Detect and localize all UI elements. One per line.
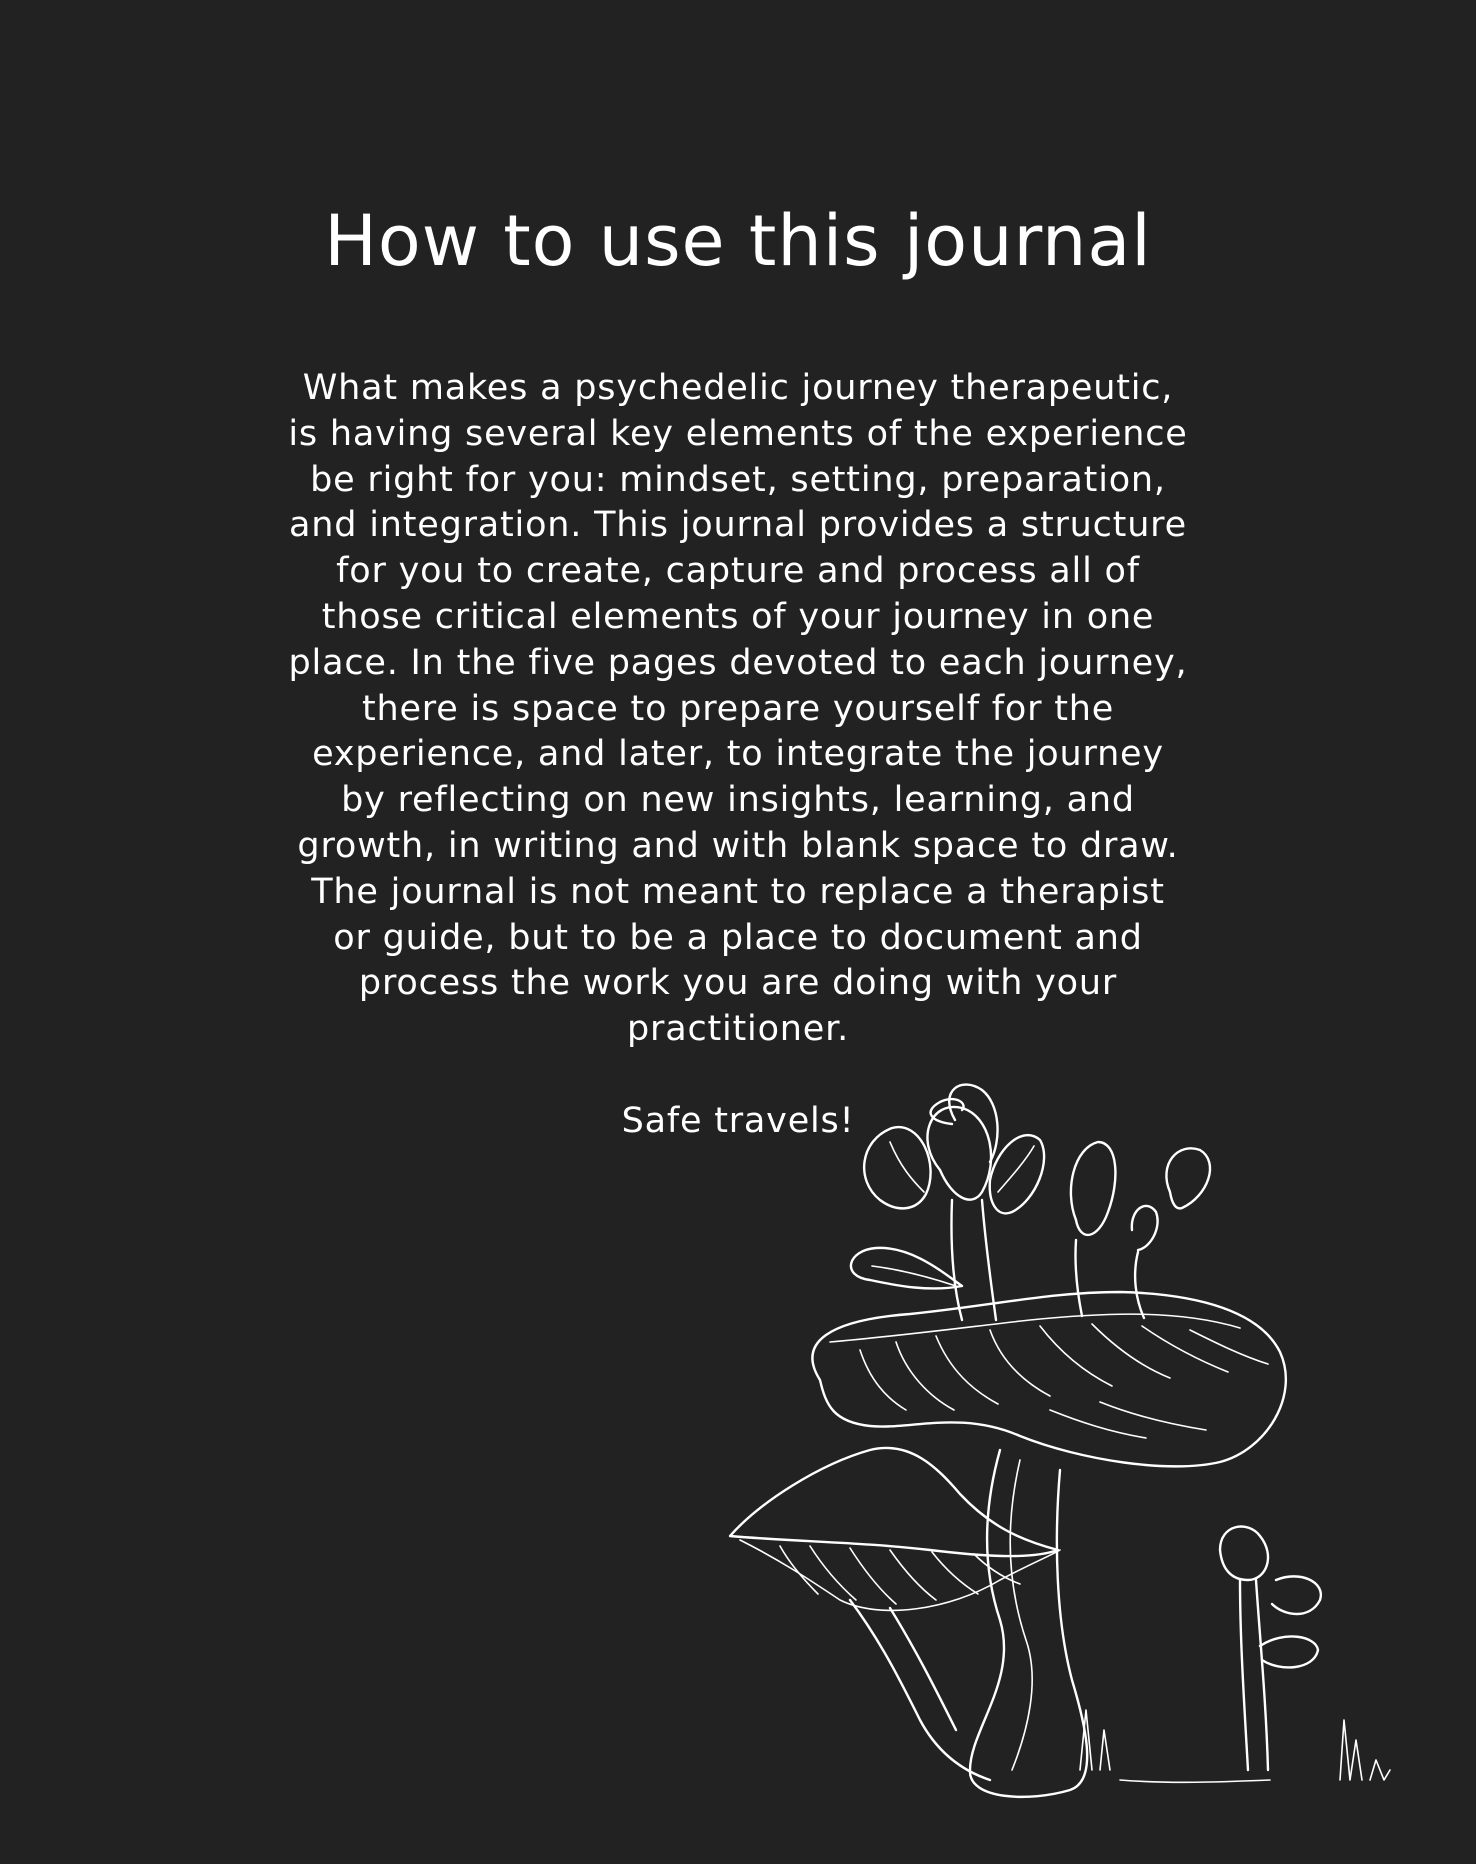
mushroom-gill (1050, 1410, 1146, 1438)
mushroom-stem (970, 1450, 1087, 1797)
mushroom-gill (780, 1546, 818, 1594)
leaf (1166, 1148, 1210, 1208)
paragraph-line: practitioner. (626, 1009, 850, 1050)
mushroom-gill (850, 1548, 896, 1604)
mushroom-stem (850, 1600, 990, 1780)
flower-petal (998, 1146, 1034, 1192)
mushroom-gill (936, 1336, 998, 1404)
flower-petal (931, 1099, 964, 1124)
mushroom-gill (1100, 1402, 1206, 1430)
mushroom-gill (990, 1330, 1050, 1396)
leaf (1075, 1240, 1082, 1316)
paragraph-line: and integration. This journal provides a structure (289, 505, 1187, 546)
grass (1100, 1730, 1110, 1770)
mushroom-gill (890, 1550, 936, 1600)
mushroom-cap (730, 1448, 1058, 1556)
page-title: How to use this journal (324, 200, 1152, 282)
flower-petal (990, 1135, 1044, 1213)
paragraph-line: The journal is not meant to replace a therapist (311, 871, 1165, 912)
mushroom-stem (1256, 1580, 1268, 1770)
leaf (1135, 1252, 1144, 1318)
mushroom-stem (1010, 1460, 1032, 1770)
paragraph-line: by reflecting on new insights, learning, and (341, 780, 1135, 821)
paragraph-line: is having several key elements of the experience (288, 413, 1188, 454)
mushroom-gill (932, 1552, 978, 1594)
mushroom-cap (830, 1314, 1240, 1342)
mushroom-cap (1220, 1527, 1268, 1580)
mushroom-gill (1142, 1326, 1228, 1372)
flower-petal (890, 1142, 924, 1192)
signoff-text: Safe travels! (621, 1101, 855, 1141)
mushroom-gill (1092, 1324, 1170, 1378)
instructions-paragraph (180, 366, 1296, 1053)
ground (1120, 1780, 1270, 1782)
leaf (1260, 1636, 1318, 1667)
paragraph-line: be right for you: mindset, setting, preparation, (310, 459, 1166, 500)
mushroom-gill (1040, 1326, 1112, 1386)
paragraph-line: those critical elements of your journey in one (321, 596, 1155, 637)
flower-stem (982, 1200, 996, 1320)
flower-stem (951, 1200, 962, 1320)
leaf (1071, 1142, 1116, 1235)
flower-petal (864, 1127, 930, 1208)
paragraph-line: place. In the five pages devoted to each journey, (288, 642, 1188, 683)
mushroom-gill (1190, 1330, 1268, 1364)
leaf (1132, 1206, 1158, 1250)
mushroom-stem (1240, 1580, 1248, 1770)
paragraph-line: process the work you are doing with your (358, 963, 1118, 1004)
grass (1340, 1720, 1362, 1780)
mushroom-gill (896, 1342, 954, 1410)
paragraph-line: for you to create, capture and process all of (336, 551, 1140, 592)
mushroom-illustration-icon (700, 1080, 1420, 1820)
leaf (1272, 1576, 1321, 1614)
grass (1370, 1760, 1390, 1780)
mushroom-gill (860, 1350, 906, 1410)
paragraph-line: growth, in writing and with blank space to draw. (297, 825, 1179, 866)
paragraph-line: experience, and later, to integrate the journey (312, 734, 1164, 775)
mushroom-stem (890, 1608, 956, 1730)
paragraph-line: or guide, but to be a place to document and (333, 917, 1143, 958)
paragraph-line: What makes a psychedelic journey therapeutic, (302, 368, 1174, 408)
paragraph-line: there is space to prepare yourself for the (361, 688, 1115, 729)
